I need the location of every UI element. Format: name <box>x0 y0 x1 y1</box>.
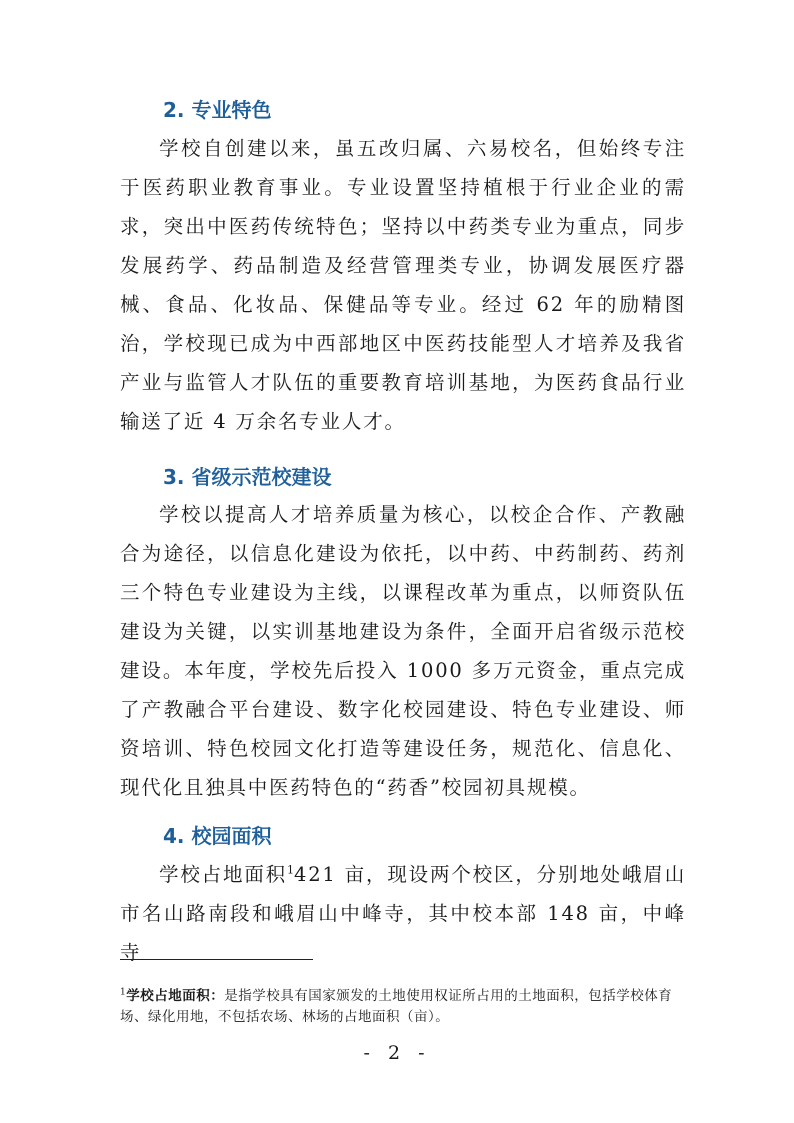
section-heading-demo-school: 3. 省级示范校建设 <box>163 465 332 489</box>
section-paragraph-demo-school: 学校以提高人才培养质量为核心，以校企合作、产教融合为途径，以信息化建设为依托，以中药、中药制药、药剂三个特色专业建设为主线，以课程改革为重点，以师资队伍建设为关键，以实训基地建设为条件，全面开启省级示范校建设。本年度，学校先后投入 1000 多万元资金，重点完成了产教融合平台建设、数字化校园建设、特色专业建设、师资培训、特色校园文化打造等建设任务，规范化、信息化、现代化且独具中医药特色的“药香”校园初具规模。 <box>120 503 686 799</box>
footnote-reference[interactable]: 1 <box>287 863 295 877</box>
footnote-separator <box>120 959 313 960</box>
section-paragraph-campus-area <box>120 855 686 972</box>
section-heading-campus-area: 4. 校园面积 <box>163 824 272 848</box>
footnote <box>120 986 686 1028</box>
footnote-text: 是指学校具有国家颁发的土地使用权证所占用的土地面积，包括学校体育场、绿化用地，不包括农场、林场的占地面积（亩）。 <box>120 988 673 1025</box>
campus-area-text-end: 421 亩，现设两个校区，分别地处峨眉山市名山路南段和峨眉山中峰寺，其中校本部 148 亩，中峰寺 <box>120 863 686 964</box>
footnote-marker: 1 <box>120 987 127 998</box>
section-paragraph-specialty: 学校自创建以来，虽五改归属、六易校名，但始终专注于医药职业教育事业。专业设置坚持植根于行业企业的需求，突出中医药传统特色；坚持以中药类专业为重点，同步发展药学、药品制造及经营管理类专业，协调发展医疗器械、食品、化妆品、保健品等专业。经过 62 年的励精图治，学校现已成为中西部地区中医药技能型人才培养及我省产业与监管人才队伍的重要教育培训基地，为医药食品行业输送了近 4 万余名专业人才。 <box>120 137 686 433</box>
page-number: - 2 - <box>363 1042 431 1064</box>
section-heading-specialty: 2. 专业特色 <box>163 98 272 122</box>
campus-area-text-start: 学校占地面积 <box>159 863 288 886</box>
footnote-term: 学校占地面积： <box>126 988 225 1004</box>
